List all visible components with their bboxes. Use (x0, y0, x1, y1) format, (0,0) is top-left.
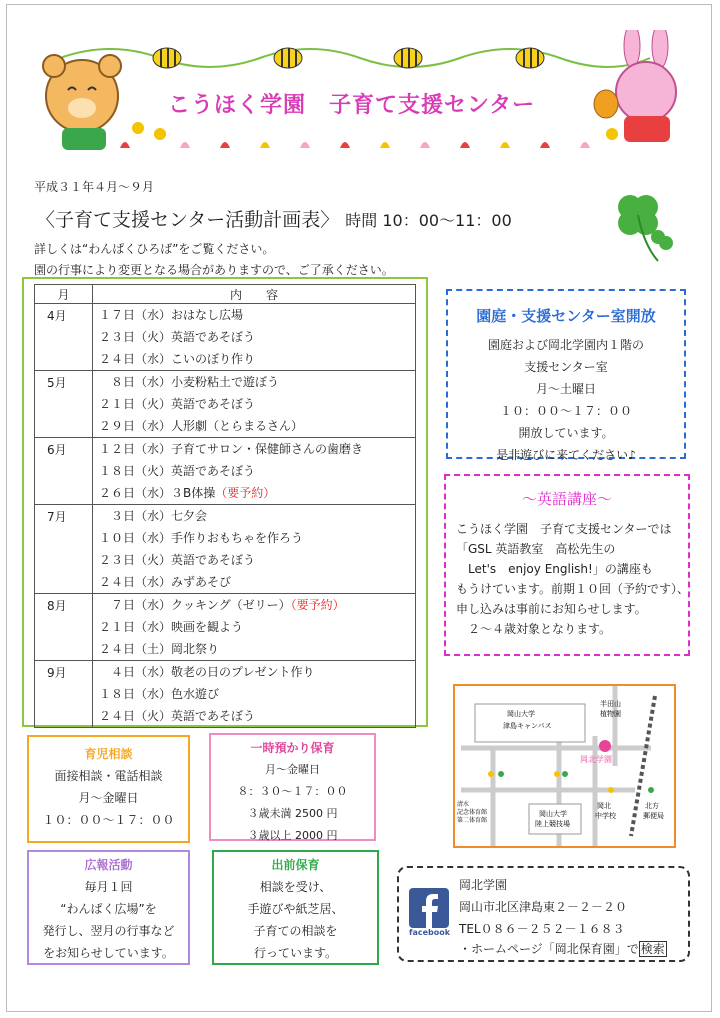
event-item (93, 505, 415, 527)
english-line: こうほく学園 子育て支援センターでは (456, 522, 672, 536)
schedule-heading (36, 205, 512, 232)
schedule-table (34, 284, 416, 728)
event-item (93, 661, 415, 683)
event-item (93, 371, 415, 393)
svg-text:郵便局: 郵便局 (643, 812, 664, 820)
event-text: ２４日（水）みずあそび (99, 575, 232, 589)
event-item (93, 438, 415, 460)
month-cell: 5月 (35, 371, 93, 438)
pr-line: “わんぱく広場”を (60, 902, 157, 916)
consult-line: 面接相談・電話相談 (54, 769, 163, 783)
svg-text:津島キャンパス: 津島キャンパス (503, 722, 552, 730)
outreach-box (212, 850, 379, 965)
event-item (93, 594, 415, 616)
note-line: 詳しくは“わんぱくひろば”をご覧ください。 (34, 242, 275, 256)
page-title: こうほく学園 子育て支援センター (168, 93, 536, 118)
table-row (35, 505, 416, 594)
svg-text:半田山: 半田山 (600, 700, 621, 708)
school-star-icon (599, 740, 611, 752)
english-line: 申し込みは事前にお知らせします。 (456, 602, 647, 616)
event-item (93, 527, 415, 549)
outreach-line: 子育ての相談を (253, 924, 338, 938)
event-text: ２１日（水）映画を観よう (99, 620, 244, 634)
search-button[interactable]: 検索 (640, 942, 665, 956)
content-cell (93, 594, 416, 661)
garden-line: 園庭および岡北学園内１階の (487, 338, 644, 352)
facebook-label: facebook (409, 928, 451, 937)
event-text: ８日（水）小麦粉粘土で遊ぼう (99, 375, 280, 389)
bunny-icon (594, 30, 676, 142)
garden-title: 園庭・支援センター室開放 (476, 307, 656, 325)
svg-text:清水: 清水 (457, 801, 470, 808)
pr-line: をお知らせしています。 (43, 946, 174, 960)
heading-title: 〈子育て支援センター活動計画表〉 (36, 209, 340, 231)
english-line: Let's enjoy English!」の講座も (456, 562, 653, 576)
english-line: 「GSL 英語教室 高松先生の (456, 542, 616, 556)
garden-open-box (446, 289, 686, 462)
event-item (93, 348, 415, 370)
content-cell (93, 371, 416, 438)
table-row (35, 304, 416, 371)
event-text: ４日（水）敬老の日のプレゼント作り (99, 665, 315, 679)
event-item (93, 482, 415, 504)
event-item (93, 393, 415, 415)
event-text: ２４日（火）英語であそぼう (99, 709, 256, 723)
content-cell (93, 661, 416, 728)
table-row (35, 438, 416, 505)
table-row (35, 371, 416, 438)
event-text: １７日（水）おはなし広場 (99, 308, 244, 322)
childcare-line: ３歳未満 2500 円 (247, 807, 338, 820)
month-cell: 6月 (35, 438, 93, 505)
reservation-note: （要予約） (215, 486, 276, 500)
garden-line: 月～土曜日 (535, 382, 596, 396)
event-item (93, 705, 415, 727)
event-text: １８日（火）英語であそぼう (99, 464, 256, 478)
pr-line: 毎月１回 (84, 880, 133, 894)
col-content: 内 容 (93, 285, 416, 304)
event-text: ２９日（水）人形劇（とらまるさん） (99, 419, 304, 433)
event-text: ３日（水）七夕会 (99, 509, 208, 523)
col-month: 月 (35, 285, 93, 304)
event-text: １８日（水）色水遊び (99, 687, 220, 701)
date-range: 平成３１年４月～９月 (34, 180, 155, 194)
svg-text:岡北学園: 岡北学園 (580, 755, 612, 764)
svg-text:記念体育館: 記念体育館 (457, 809, 488, 816)
childcare-box (209, 733, 376, 841)
event-text: ２６日（水）３B体操 (99, 486, 216, 500)
outreach-line: 手遊びや紙芝居、 (247, 902, 344, 916)
flower-row-icon (120, 122, 618, 148)
table-header (35, 285, 416, 304)
month-cell: 8月 (35, 594, 93, 661)
heading-time: 時間 10：00～11：00 (345, 211, 512, 230)
consult-box (27, 735, 190, 843)
event-text: ２４日（水）こいのぼり作り (99, 352, 256, 366)
event-item (93, 683, 415, 705)
event-item (93, 460, 415, 482)
table-row (35, 594, 416, 661)
contact-address: 岡山市北区津島東２－２－２０ (459, 900, 628, 914)
event-text: ７日（水）クッキング（ゼリー） (99, 598, 291, 612)
garden-line: 是非遊びに来てください♪ (496, 448, 636, 462)
event-text: ２４日（土）岡北祭り (99, 642, 220, 656)
event-text: １０日（水）手作りおもちゃを作ろう (99, 531, 304, 545)
contact-name: 岡北学園 (459, 878, 508, 892)
contact-tel: TEL０８６－２５２－１６８３ (459, 922, 625, 936)
consult-title: 育児相談 (84, 747, 133, 761)
reservation-note: （要予約） (290, 598, 345, 612)
svg-text:中学校: 中学校 (595, 812, 616, 820)
month-cell: 4月 (35, 304, 93, 371)
event-text: ２３日（火）英語であそぼう (99, 553, 256, 567)
facebook-icon[interactable] (409, 888, 449, 940)
event-item (93, 638, 415, 660)
outreach-line: 相談を受け、 (259, 880, 332, 894)
contact-box (397, 866, 690, 962)
english-box (444, 474, 690, 656)
content-cell (93, 438, 416, 505)
garden-line: 開放しています。 (518, 426, 614, 440)
access-map (453, 684, 676, 848)
outreach-line: 行っています。 (253, 946, 338, 960)
event-item (93, 326, 415, 348)
consult-line: 月～金曜日 (78, 791, 139, 805)
outreach-title: 出前保育 (271, 858, 320, 872)
childcare-line: ８：３０～１７：００ (237, 785, 348, 798)
english-line: もうけています。前期１０回（予約です）、 (456, 582, 690, 596)
month-cell: 9月 (35, 661, 93, 728)
schedule-box (22, 277, 428, 727)
content-cell (93, 505, 416, 594)
event-text: ２１日（火）英語であそぼう (99, 397, 256, 411)
pr-line: 発行し、翌月の行事など (42, 924, 175, 938)
svg-text:北方: 北方 (645, 802, 659, 810)
childcare-line: 月～金曜日 (265, 763, 320, 776)
homepage-text: ・ホームページ「岡北保育園」で (459, 942, 639, 956)
month-cell: 7月 (35, 505, 93, 594)
pr-box (27, 850, 190, 965)
event-item (93, 616, 415, 638)
event-text: １２日（水）子育てサロン・保健師さんの歯磨き (99, 442, 364, 456)
english-title: ～英語講座～ (521, 490, 612, 508)
note-line: 園の行事により変更となる場合がありますので、ご了承ください。 (34, 263, 394, 277)
garden-line: １０：００～１７：００ (499, 404, 632, 418)
svg-text:植物園: 植物園 (600, 710, 621, 718)
childcare-title: 一時預かり保育 (250, 741, 335, 755)
svg-text:陸上競技場: 陸上競技場 (535, 820, 570, 828)
event-item (93, 571, 415, 593)
table-row (35, 661, 416, 728)
event-item (93, 415, 415, 437)
svg-text:岡山大学: 岡山大学 (507, 710, 535, 718)
svg-text:岡北: 岡北 (597, 802, 611, 810)
consult-line: １０：００～１７：００ (42, 813, 175, 827)
event-item (93, 304, 415, 326)
svg-text:岡山大学: 岡山大学 (539, 810, 567, 818)
clover-icon (600, 185, 680, 265)
pr-title: 広報活動 (84, 858, 133, 872)
event-text: ２３日（火）英語であそぼう (99, 330, 256, 344)
garden-line: 支援センター室 (524, 360, 608, 374)
bear-icon (43, 55, 121, 150)
childcare-line: ３歳以上 2000 円 (247, 829, 338, 842)
event-item (93, 549, 415, 571)
contact-homepage (459, 940, 667, 957)
content-cell (93, 304, 416, 371)
svg-text:第二体育館: 第二体育館 (457, 817, 488, 824)
english-line: ２～４歳対象となります。 (456, 622, 612, 636)
